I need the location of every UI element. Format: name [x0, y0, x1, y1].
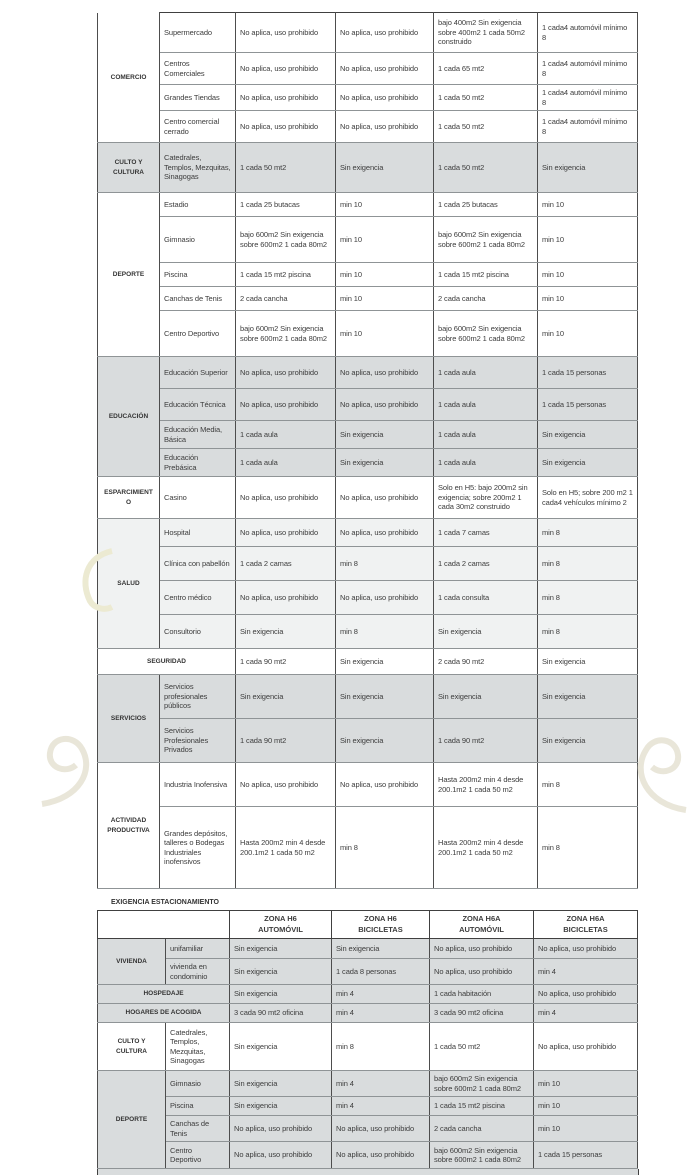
- requirement-cell-1: No aplica, uso prohibido: [336, 13, 434, 53]
- requirement-cell-0: 1 cada aula: [236, 449, 336, 477]
- requirement-cell-2: 1 cada 25 butacas: [434, 193, 538, 217]
- requirement-cell-0: Sin exigencia: [230, 1023, 332, 1071]
- requirement-cell-0: No aplica, uso prohibido: [236, 357, 336, 389]
- requirement-cell-1: min 8: [336, 615, 434, 649]
- table2-title: EXIGENCIA ESTACIONAMIENTO: [111, 899, 219, 906]
- requirement-cell-0: No aplica, uso prohibido: [236, 389, 336, 421]
- subcategory-label: Educación Prebásica: [160, 449, 236, 477]
- requirement-cell-1: min 8: [336, 807, 434, 889]
- requirement-cell-0: Sin exigencia: [236, 615, 336, 649]
- requirement-cell-0: 1 cada 15 mt2 piscina: [236, 263, 336, 287]
- subcategory-label: Centro Deportivo: [160, 311, 236, 357]
- header-mode: BICICLETAS: [358, 924, 403, 934]
- requirement-cell-2: Hasta 200m2 min 4 desde 200.1m2 1 cada 50 m2: [434, 807, 538, 889]
- requirement-cell-3: min 10: [534, 1071, 638, 1097]
- requirement-cell-0: No aplica, uso prohibido: [236, 477, 336, 519]
- category-label: VIVIENDA: [98, 939, 166, 985]
- subcategory-label: Centros Comerciales: [160, 53, 236, 85]
- requirement-cell-2: 1 cada 7 camas: [434, 519, 538, 547]
- requirement-cell-2: No aplica, uso prohibido: [430, 939, 534, 959]
- requirement-cell-0: Sin exigencia: [236, 675, 336, 719]
- header-mode: BICICLETAS: [563, 924, 608, 934]
- requirement-cell-2: 1 cada consulta: [434, 581, 538, 615]
- requirement-cell-3: Sin exigencia: [538, 449, 638, 477]
- requirement-cell-1: No aplica, uso prohibido: [336, 581, 434, 615]
- requirement-cell-1: Sin exigencia: [336, 719, 434, 763]
- requirement-cell-3: min 8: [538, 807, 638, 889]
- requirement-cell-0: No aplica, uso prohibido: [236, 85, 336, 111]
- requirement-cell-0: Sin exigencia: [230, 1097, 332, 1116]
- requirement-cell-3: min 4: [534, 1004, 638, 1023]
- requirement-cell-1: No aplica, uso prohibido: [336, 85, 434, 111]
- category-label: HOSPEDAJE: [98, 985, 230, 1004]
- category-label: COMERCIO: [98, 13, 160, 143]
- requirement-cell-3: Sin exigencia: [538, 719, 638, 763]
- requirement-cell-1: No aplica, uso prohibido: [336, 357, 434, 389]
- requirement-cell-0: No aplica, uso prohibido: [236, 53, 336, 85]
- requirement-cell-1: min 10: [336, 193, 434, 217]
- requirement-cell-2: 2 cada 90 mt2: [434, 649, 538, 675]
- requirement-cell-1: No aplica, uso prohibido: [336, 111, 434, 143]
- subcategory-label: Estadio: [160, 193, 236, 217]
- requirement-cell-2: 2 cada cancha: [434, 287, 538, 311]
- requirement-cell-3: min 10: [538, 193, 638, 217]
- category-label: CULTO Y CULTURA: [98, 1023, 166, 1071]
- subcategory-label: Catedrales, Templos, Mezquitas, Sinagogas: [166, 1023, 230, 1071]
- column-header-0: [230, 911, 332, 939]
- requirement-cell-3: No aplica, uso prohibido: [534, 939, 638, 959]
- requirement-cell-2: bajo 400m2 Sin exigencia sobre 400m2 1 cada 50m2 construido: [434, 13, 538, 53]
- requirement-cell-0: No aplica, uso prohibido: [230, 1142, 332, 1169]
- requirement-cell-3: min 10: [538, 263, 638, 287]
- requirement-cell-3: min 10: [534, 1116, 638, 1142]
- requirement-cell-0: 3 cada 90 mt2 oficina: [230, 1004, 332, 1023]
- requirement-cell-2: 1 cada 50 mt2: [434, 143, 538, 193]
- requirement-cell-3: min 8: [538, 615, 638, 649]
- subcategory-label: unifamiliar: [166, 939, 230, 959]
- requirement-cell-2: 1 cada 2 camas: [434, 547, 538, 581]
- requirement-cell-2: 1 cada aula: [434, 449, 538, 477]
- header-mode: AUTOMÓVIL: [258, 924, 303, 934]
- requirement-cell-3: 1 cada 15 personas: [538, 357, 638, 389]
- requirement-cell-2: bajo 600m2 Sin exigencia sobre 600m2 1 cada 80m2: [430, 1142, 534, 1169]
- category-label: SERVICIOS: [98, 675, 160, 763]
- subcategory-label: Grandes depósitos, talleres o Bodegas Industriales inofensivos: [160, 807, 236, 889]
- requirement-cell-0: 1 cada 2 camas: [236, 547, 336, 581]
- category-label: HOGARES DE ACOGIDA: [98, 1004, 230, 1023]
- watermark-flourish-left: [36, 722, 98, 812]
- requirement-cell-0: 1 cada 25 butacas: [236, 193, 336, 217]
- requirement-cell-2: 1 cada 90 mt2: [434, 719, 538, 763]
- requirement-cell-2: bajo 600m2 Sin exigencia sobre 600m2 1 cada 80m2: [434, 217, 538, 263]
- subcategory-label: Gimnasio: [166, 1071, 230, 1097]
- requirement-cell-2: 1 cada aula: [434, 421, 538, 449]
- requirement-cell-2: 1 cada aula: [434, 357, 538, 389]
- subcategory-label: Educación Superior: [160, 357, 236, 389]
- requirement-cell-2: 1 cada aula: [434, 389, 538, 421]
- requirement-cell-1: Sin exigencia: [336, 675, 434, 719]
- subcategory-label: Gimnasio: [160, 217, 236, 263]
- requirement-cell-1: min 10: [336, 263, 434, 287]
- requirement-cell-3: 1 cada4 automóvil mínimo 8: [538, 85, 638, 111]
- subcategory-label: Hospital: [160, 519, 236, 547]
- requirement-cell-1: No aplica, uso prohibido: [336, 477, 434, 519]
- requirement-cell-3: min 8: [538, 547, 638, 581]
- subcategory-label: Educación Media, Básica: [160, 421, 236, 449]
- requirement-cell-1: Sin exigencia: [336, 449, 434, 477]
- requirement-cell-3: Sin exigencia: [538, 143, 638, 193]
- requirement-cell-3: min 8: [538, 763, 638, 807]
- cutoff-next-row: [97, 1169, 639, 1175]
- requirement-cell-2: Hasta 200m2 min 4 desde 200.1m2 1 cada 50 m2: [434, 763, 538, 807]
- requirement-cell-3: No aplica, uso prohibido: [534, 1023, 638, 1071]
- subcategory-label: Canchas de Tenis: [160, 287, 236, 311]
- requirement-cell-3: 1 cada4 automóvil mínimo 8: [538, 13, 638, 53]
- requirement-cell-1: No aplica, uso prohibido: [332, 1142, 430, 1169]
- header-zone: ZONA H6: [364, 914, 397, 923]
- requirement-cell-3: min 10: [538, 311, 638, 357]
- subcategory-label: Casino: [160, 477, 236, 519]
- category-label: DEPORTE: [98, 193, 160, 357]
- requirement-cell-1: min 10: [336, 287, 434, 311]
- column-header-2: [430, 911, 534, 939]
- column-header-3: [534, 911, 638, 939]
- requirement-cell-3: 1 cada4 automóvil mínimo 8: [538, 111, 638, 143]
- subcategory-label: Consultorio: [160, 615, 236, 649]
- requirement-cell-2: Sin exigencia: [434, 675, 538, 719]
- requirement-cell-1: min 10: [336, 217, 434, 263]
- category-label: SEGURIDAD: [98, 649, 236, 675]
- subcategory-label: Centro comercial cerrado: [160, 111, 236, 143]
- subcategory-label: Clínica con pabellón: [160, 547, 236, 581]
- requirement-cell-2: Sin exigencia: [434, 615, 538, 649]
- requirement-cell-0: No aplica, uso prohibido: [236, 581, 336, 615]
- requirement-cell-3: Sin exigencia: [538, 421, 638, 449]
- requirement-cell-0: 1 cada aula: [236, 421, 336, 449]
- exigencia-estacionamiento-table: [97, 910, 638, 1169]
- requirement-cell-1: Sin exigencia: [332, 939, 430, 959]
- requirement-cell-2: 1 cada 50 mt2: [434, 111, 538, 143]
- subcategory-label: Educación Técnica: [160, 389, 236, 421]
- requirement-cell-3: 1 cada 15 personas: [534, 1142, 638, 1169]
- requirement-cell-3: min 8: [538, 519, 638, 547]
- requirement-cell-2: 1 cada 65 mt2: [434, 53, 538, 85]
- requirement-cell-0: No aplica, uso prohibido: [236, 13, 336, 53]
- requirement-cell-0: No aplica, uso prohibido: [236, 111, 336, 143]
- requirement-cell-1: Sin exigencia: [336, 421, 434, 449]
- subcategory-label: Servicios profesionales públicos: [160, 675, 236, 719]
- subcategory-label: Grandes Tiendas: [160, 85, 236, 111]
- requirement-cell-0: Sin exigencia: [230, 959, 332, 985]
- category-label: CULTO Y CULTURA: [98, 143, 160, 193]
- requirement-cell-2: bajo 600m2 Sin exigencia sobre 600m2 1 cada 80m2: [434, 311, 538, 357]
- header-zone: ZONA H6: [264, 914, 297, 923]
- requirement-cell-3: Solo en H5; sobre 200 m2 1 cada4 vehículos mínimo 2: [538, 477, 638, 519]
- subcategory-label: Piscina: [160, 263, 236, 287]
- requirement-cell-0: bajo 600m2 Sin exigencia sobre 600m2 1 cada 80m2: [236, 311, 336, 357]
- requirement-cell-3: 1 cada4 automóvil mínimo 8: [538, 53, 638, 85]
- subcategory-label: Centro Deportivo: [166, 1142, 230, 1169]
- subcategory-label: Centro médico: [160, 581, 236, 615]
- requirement-cell-1: No aplica, uso prohibido: [336, 389, 434, 421]
- requirement-cell-1: No aplica, uso prohibido: [332, 1116, 430, 1142]
- header-zone: ZONA H6A: [566, 914, 605, 923]
- requirement-cell-1: No aplica, uso prohibido: [336, 53, 434, 85]
- subcategory-label: Servicios Profesionales Privados: [160, 719, 236, 763]
- requirement-cell-1: No aplica, uso prohibido: [336, 519, 434, 547]
- requirement-cell-2: 1 cada 50 mt2: [434, 85, 538, 111]
- header-corner-cell: [98, 911, 230, 939]
- requirement-cell-2: 1 cada 50 mt2: [430, 1023, 534, 1071]
- requirement-cell-3: min 4: [534, 959, 638, 985]
- requirement-cell-2: No aplica, uso prohibido: [430, 959, 534, 985]
- requirement-cell-0: bajo 600m2 Sin exigencia sobre 600m2 1 cada 80m2: [236, 217, 336, 263]
- subcategory-label: Supermercado: [160, 13, 236, 53]
- requirement-cell-2: 2 cada cancha: [430, 1116, 534, 1142]
- requirement-cell-1: Sin exigencia: [336, 143, 434, 193]
- requirement-cell-0: 1 cada 90 mt2: [236, 719, 336, 763]
- requirement-cell-1: min 4: [332, 1071, 430, 1097]
- requirement-cell-0: No aplica, uso prohibido: [236, 763, 336, 807]
- category-label: ESPARCIMIENTO: [98, 477, 160, 519]
- subcategory-label: vivienda en condominio: [166, 959, 230, 985]
- requirement-cell-1: min 4: [332, 1004, 430, 1023]
- category-label: ACTIVIDAD PRODUCTIVA: [98, 763, 160, 889]
- requirement-cell-0: 2 cada cancha: [236, 287, 336, 311]
- requirement-cell-3: min 10: [538, 217, 638, 263]
- requirement-cell-1: No aplica, uso prohibido: [336, 763, 434, 807]
- category-label: DEPORTE: [98, 1071, 166, 1169]
- subcategory-label: Catedrales, Templos, Mezquitas, Sinagogas: [160, 143, 236, 193]
- requirement-cell-1: min 10: [336, 311, 434, 357]
- requirement-cell-1: min 4: [332, 985, 430, 1004]
- requirement-cell-2: 1 cada habitación: [430, 985, 534, 1004]
- requirement-cell-3: min 10: [538, 287, 638, 311]
- header-zone: ZONA H6A: [462, 914, 501, 923]
- subcategory-label: Industria Inofensiva: [160, 763, 236, 807]
- subcategory-label: Canchas de Tenis: [166, 1116, 230, 1142]
- requirement-cell-0: Sin exigencia: [230, 1071, 332, 1097]
- zoning-parking-requirements-table: [97, 12, 638, 889]
- requirement-cell-2: 1 cada 15 mt2 piscina: [430, 1097, 534, 1116]
- requirement-cell-0: No aplica, uso prohibido: [230, 1116, 332, 1142]
- category-label: EDUCACIÓN: [98, 357, 160, 477]
- requirement-cell-1: 1 cada 8 personas: [332, 959, 430, 985]
- requirement-cell-0: 1 cada 50 mt2: [236, 143, 336, 193]
- requirement-cell-2: 3 cada 90 mt2 oficina: [430, 1004, 534, 1023]
- requirement-cell-0: Sin exigencia: [230, 985, 332, 1004]
- requirement-cell-1: min 8: [332, 1023, 430, 1071]
- header-mode: AUTOMÓVIL: [459, 924, 504, 934]
- requirement-cell-2: 1 cada 15 mt2 piscina: [434, 263, 538, 287]
- requirement-cell-3: Sin exigencia: [538, 649, 638, 675]
- requirement-cell-2: Solo en H5: bajo 200m2 sin exigencia; sobre 200m2 1 cada 30m2 construido: [434, 477, 538, 519]
- requirement-cell-3: min 8: [538, 581, 638, 615]
- requirement-cell-1: Sin exigencia: [336, 649, 434, 675]
- requirement-cell-3: 1 cada 15 personas: [538, 389, 638, 421]
- requirement-cell-1: min 4: [332, 1097, 430, 1116]
- requirement-cell-0: 1 cada 90 mt2: [236, 649, 336, 675]
- requirement-cell-0: Hasta 200m2 min 4 desde 200.1m2 1 cada 50 m2: [236, 807, 336, 889]
- subcategory-label: Piscina: [166, 1097, 230, 1116]
- column-header-1: [332, 911, 430, 939]
- requirement-cell-2: bajo 600m2 Sin exigencia sobre 600m2 1 cada 80m2: [430, 1071, 534, 1097]
- requirement-cell-3: Sin exigencia: [538, 675, 638, 719]
- category-label: SALUD: [98, 519, 160, 649]
- requirement-cell-3: No aplica, uso prohibido: [534, 985, 638, 1004]
- requirement-cell-0: No aplica, uso prohibido: [236, 519, 336, 547]
- requirement-cell-0: Sin exigencia: [230, 939, 332, 959]
- requirement-cell-1: min 8: [336, 547, 434, 581]
- requirement-cell-3: min 10: [534, 1097, 638, 1116]
